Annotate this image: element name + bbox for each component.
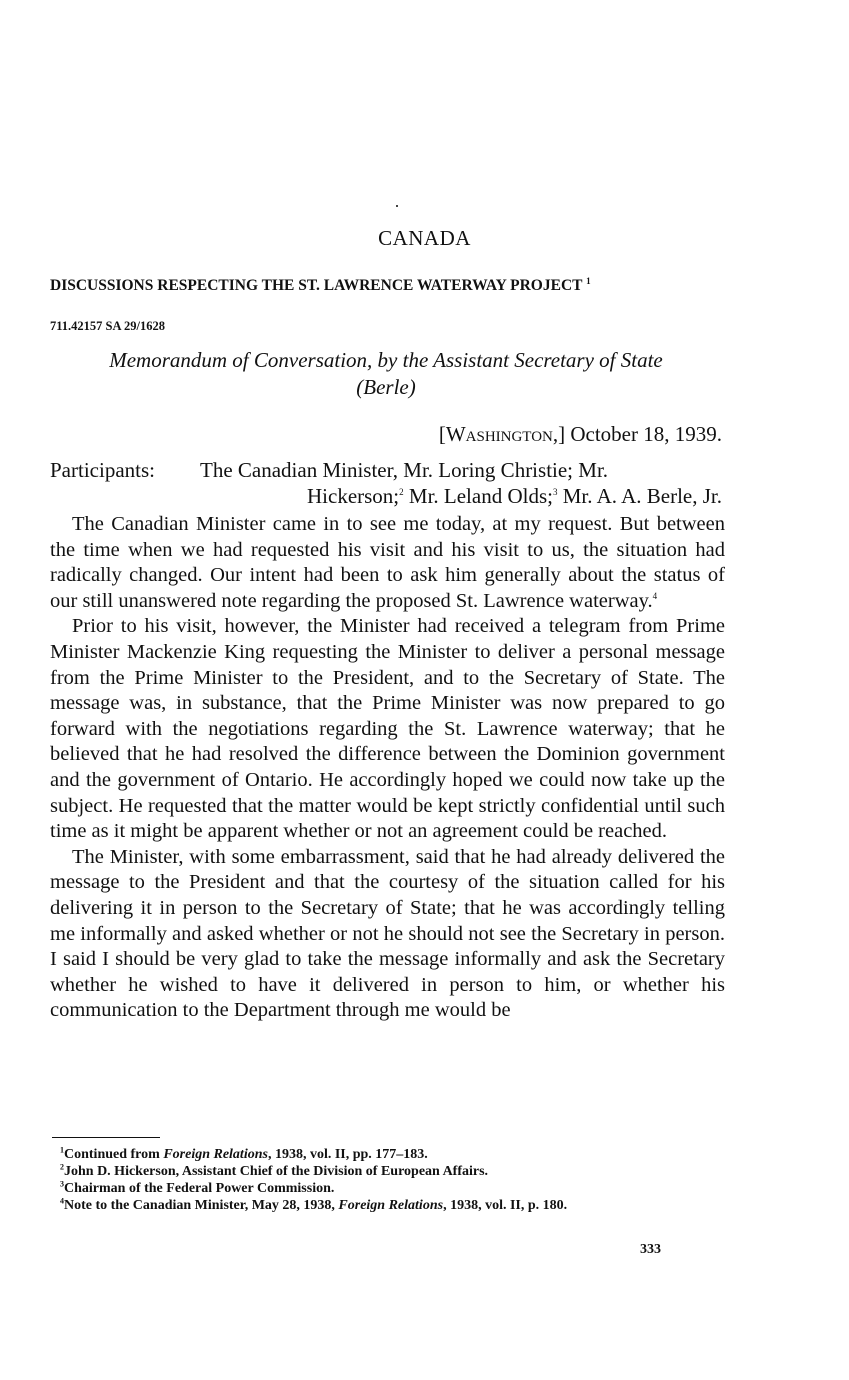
footnote-2-text: John D. Hickerson, Assistant Chief of the Division of European Affairs.	[64, 1164, 489, 1179]
memo-title	[50, 347, 722, 401]
paragraph-1-text: The Canadian Minister came in to see me today, at my request. But between the time when we had requested his visit and his visit to us, the situation had radically changed. Our intent had been to ask him generally about the status of our still unanswered note regarding the proposed St. Lawrence waterway.	[50, 513, 725, 612]
participants-label: Participants:	[50, 458, 155, 482]
page-number: 333	[640, 1242, 661, 1257]
participant-footnote-ref-2: 2	[399, 487, 404, 497]
footnote-3-mark: 3	[60, 1179, 64, 1189]
paragraph-1-footnote-ref: 4	[652, 590, 658, 601]
footnotes	[50, 1146, 728, 1214]
footnote-4-mark: 4	[60, 1196, 64, 1206]
memo-body	[50, 512, 725, 1024]
dateline-place: [Washington,]	[438, 422, 566, 446]
footnote-4-text-b: , 1938, vol. II, p. 180.	[443, 1198, 568, 1213]
paragraph-1	[50, 512, 725, 614]
paragraph-3: The Minister, with some embarrassment, said that he had already delivered the message to the President and that the courtesy of the situation called for his delivering it in person to the Secretary of State; that he was accordingly telling me informally and asked whether or not he should not see the Secretary in person. I said I should be very glad to take the message informally and ask the Secretary whether he wished to have it delivered in person to him, or whether his communication to the Department through me would be	[50, 845, 725, 1022]
scan-speck	[396, 205, 398, 207]
dateline-date: October 18, 1939.	[570, 422, 722, 446]
country-heading: CANADA	[378, 226, 471, 250]
footnote-4-text-a: Note to the Canadian Minister, May 28, 1938,	[64, 1198, 339, 1213]
footnote-rule	[52, 1137, 160, 1138]
participant-berle: Mr. A. A. Berle, Jr.	[557, 484, 722, 508]
footnote-2-mark: 2	[60, 1162, 64, 1172]
participants-line2	[200, 483, 722, 509]
footnote-3	[50, 1180, 728, 1197]
footnote-1-text-a: Continued from	[64, 1147, 164, 1162]
subject-footnote-ref: 1	[586, 276, 591, 286]
participants-line1: The Canadian Minister, Mr. Loring Christie; Mr.	[200, 458, 609, 482]
memo-title-line1: Memorandum of Conversation, by the Assistant Secretary of State	[109, 348, 663, 372]
footnote-1-text-b: , 1938, vol. II, pp. 177–183.	[267, 1147, 428, 1162]
footnote-1-mark: 1	[60, 1145, 64, 1155]
footnote-4-title: Foreign Relations	[338, 1198, 444, 1213]
participant-hickerson: Hickerson;	[307, 484, 400, 508]
footnote-2	[50, 1163, 728, 1180]
footnote-1	[50, 1146, 728, 1163]
participant-olds: Mr. Leland Olds;	[403, 484, 553, 508]
memo-title-line2: (Berle)	[356, 375, 416, 399]
footnote-4	[50, 1197, 728, 1214]
subject-heading	[50, 276, 750, 295]
footnote-3-text: Chairman of the Federal Power Commission.	[64, 1181, 335, 1196]
participant-footnote-ref-3: 3	[552, 487, 558, 497]
dateline	[50, 422, 722, 447]
file-number: 711.42157 SA 29/1628	[50, 319, 165, 333]
footnote-1-title: Foreign Relations	[163, 1147, 268, 1162]
paragraph-2: Prior to his visit, however, the Minister had received a telegram from Prime Minister Mackenzie King requesting the Minister to deliver a personal message from the Prime Minister to the President, and to the Secretary of State. The message was, in substance, that the Prime Minister was now prepared to go forward with the negotiations regarding the St. Lawrence waterway; that he believed that he had resolved the difference between the Dominion government and the government of Ontario. He accordingly hoped we could now take up the subject. He requested that the matter would be kept strictly confidential until such time as it might be apparent whether or not an agreement could be reached.	[50, 615, 725, 843]
subject-text: DISCUSSIONS RESPECTING THE ST. LAWRENCE WATERWAY PROJECT	[50, 277, 583, 295]
